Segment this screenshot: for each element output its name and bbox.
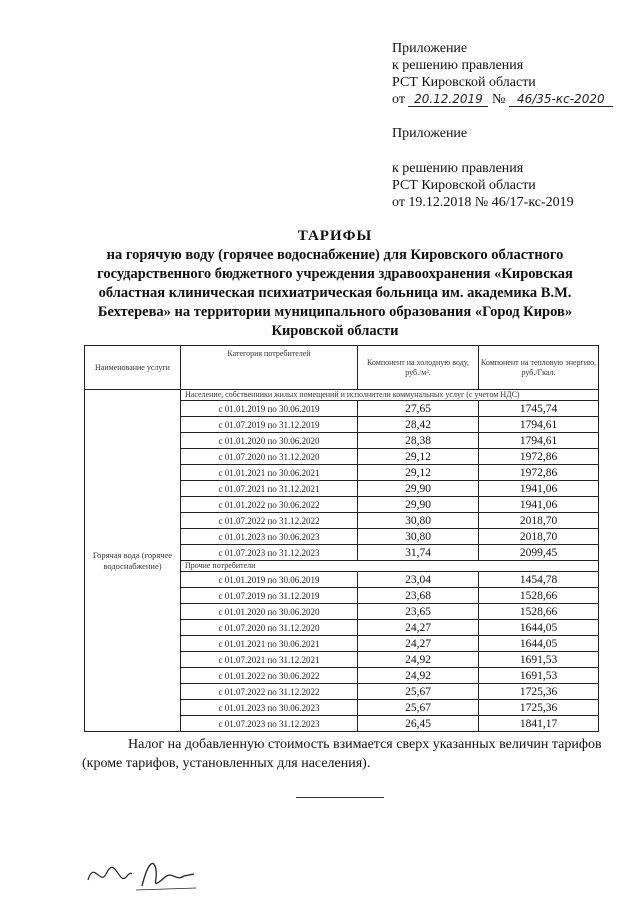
period-cell: с 01.07.2023 по 31.12.2023	[181, 545, 358, 561]
service-name-cell: Горячая вода (горячее водоснабжение)	[85, 390, 181, 732]
header-top-line2: к решению правления	[392, 58, 524, 73]
period-cell: с 01.07.2020 по 31.12.2020	[181, 620, 358, 636]
document-title	[40, 227, 630, 341]
vat-note: Налог на добавленную стоимость взимается сверх указанных величин тарифов (кроме тарифов, установленных для населения).	[82, 737, 602, 771]
cold-component-cell: 24,92	[358, 668, 479, 684]
heat-component-cell: 2099,45	[479, 545, 599, 561]
cold-component-cell: 29,12	[358, 465, 479, 481]
header-service: Наименование услуги	[85, 346, 181, 390]
heat-component-cell: 1528,66	[479, 588, 599, 604]
separator-line	[296, 797, 384, 798]
period-cell: с 01.01.2023 по 30.06.2023	[181, 529, 358, 545]
period-cell: с 01.01.2019 по 30.06.2019	[181, 572, 358, 588]
period-cell: с 01.07.2019 по 31.12.2019	[181, 417, 358, 433]
cold-component-cell: 29,90	[358, 497, 479, 513]
cold-component-cell: 26,45	[358, 716, 479, 732]
cold-component-cell: 30,80	[358, 529, 479, 545]
header-cold: Компонент на холодную воду, руб./м³.	[358, 346, 479, 390]
heat-component-cell: 1794,61	[479, 433, 599, 449]
period-cell: с 01.07.2022 по 31.12.2022	[181, 513, 358, 529]
consumer-category-title: Прочие потребители	[181, 561, 599, 572]
title-main: ТАРИФЫ	[297, 228, 373, 244]
header-heat: Компонент на тепловую энергию, руб./Гкал.	[479, 346, 599, 390]
handwritten-number: 46/35-кс-2020	[509, 92, 613, 107]
period-cell: с 01.01.2021 по 30.06.2021	[181, 465, 358, 481]
heat-component-cell: 1454,78	[479, 572, 599, 588]
cold-component-cell: 23,68	[358, 588, 479, 604]
heat-component-cell: 1941,06	[479, 497, 599, 513]
title-line5: Кировской области	[271, 323, 399, 339]
heat-component-cell: 1941,06	[479, 481, 599, 497]
tariffs-table	[84, 345, 599, 732]
period-cell: с 01.07.2022 по 31.12.2022	[181, 684, 358, 700]
period-cell: с 01.01.2021 по 30.06.2021	[181, 636, 358, 652]
cold-component-cell: 28,42	[358, 417, 479, 433]
heat-component-cell: 1691,53	[479, 668, 599, 684]
period-cell: с 01.01.2019 по 30.06.2019	[181, 401, 358, 417]
header-second-line4: от 19.12.2018 № 46/17-кс-2019	[392, 195, 574, 210]
heat-component-cell: 1644,05	[479, 636, 599, 652]
heat-component-cell: 2018,70	[479, 529, 599, 545]
heat-component-cell: 1972,86	[479, 449, 599, 465]
title-line1: на горячую воду (горячее водоснабжение) для Кировского областного	[106, 247, 564, 263]
header-category: Категория потребителей	[181, 346, 358, 390]
cold-component-cell: 28,38	[358, 433, 479, 449]
header-top-date-line	[392, 91, 613, 109]
period-cell: с 01.01.2022 по 30.06.2022	[181, 497, 358, 513]
header-top-line3: РСТ Кировской области	[392, 75, 536, 90]
consumer-category-title: Население, собственники жилых помещений и исполнители коммунальных услуг (с учетом НДС)	[181, 390, 599, 401]
cold-component-cell: 23,65	[358, 604, 479, 620]
cold-component-cell: 23,04	[358, 572, 479, 588]
header-second-line2: к решению правления	[392, 161, 524, 176]
heat-component-cell: 1725,36	[479, 684, 599, 700]
cold-component-cell: 30,80	[358, 513, 479, 529]
cold-component-cell: 25,67	[358, 684, 479, 700]
period-cell: с 01.07.2023 по 31.12.2023	[181, 716, 358, 732]
cold-component-cell: 27,65	[358, 401, 479, 417]
group-header-row	[85, 390, 599, 401]
cold-component-cell: 31,74	[358, 545, 479, 561]
period-cell: с 01.01.2020 по 30.06.2020	[181, 433, 358, 449]
heat-component-cell: 1972,86	[479, 465, 599, 481]
period-cell: с 01.01.2022 по 30.06.2022	[181, 668, 358, 684]
title-line3: областная клиническая психиатрическая больница им. академика В.М.	[98, 285, 572, 301]
title-line2: государственного бюджетного учреждения здравоохранения «Кировская	[97, 266, 573, 282]
cold-component-cell: 24,27	[358, 620, 479, 636]
heat-component-cell: 1725,36	[479, 700, 599, 716]
period-cell: с 01.01.2023 по 30.06.2023	[181, 700, 358, 716]
period-cell: с 01.07.2021 по 31.12.2021	[181, 481, 358, 497]
heat-component-cell: 1841,17	[479, 716, 599, 732]
heat-component-cell: 1691,53	[479, 652, 599, 668]
number-prefix: №	[491, 92, 506, 107]
from-prefix: от	[392, 92, 405, 107]
cold-component-cell: 24,27	[358, 636, 479, 652]
heat-component-cell: 1794,61	[479, 417, 599, 433]
cold-component-cell: 29,90	[358, 481, 479, 497]
handwritten-date: 20.12.2019	[408, 92, 488, 107]
period-cell: с 01.07.2019 по 31.12.2019	[181, 588, 358, 604]
period-cell: с 01.01.2020 по 30.06.2020	[181, 604, 358, 620]
cold-component-cell: 24,92	[358, 652, 479, 668]
header-second-line3: РСТ Кировской области	[392, 178, 536, 193]
cold-component-cell: 29,12	[358, 449, 479, 465]
header-top-line1: Приложение	[392, 41, 468, 56]
period-cell: с 01.07.2021 по 31.12.2021	[181, 652, 358, 668]
title-line4: Бехтерева» на территории муниципального образования «Город Киров»	[97, 304, 573, 320]
table-header-row	[85, 346, 599, 390]
heat-component-cell: 1745,74	[479, 401, 599, 417]
header-second-line1: Приложение	[392, 126, 468, 141]
cold-component-cell: 25,67	[358, 700, 479, 716]
signature-graphic	[84, 850, 204, 898]
heat-component-cell: 1644,05	[479, 620, 599, 636]
heat-component-cell: 1528,66	[479, 604, 599, 620]
period-cell: с 01.07.2020 по 31.12.2020	[181, 449, 358, 465]
heat-component-cell: 2018,70	[479, 513, 599, 529]
